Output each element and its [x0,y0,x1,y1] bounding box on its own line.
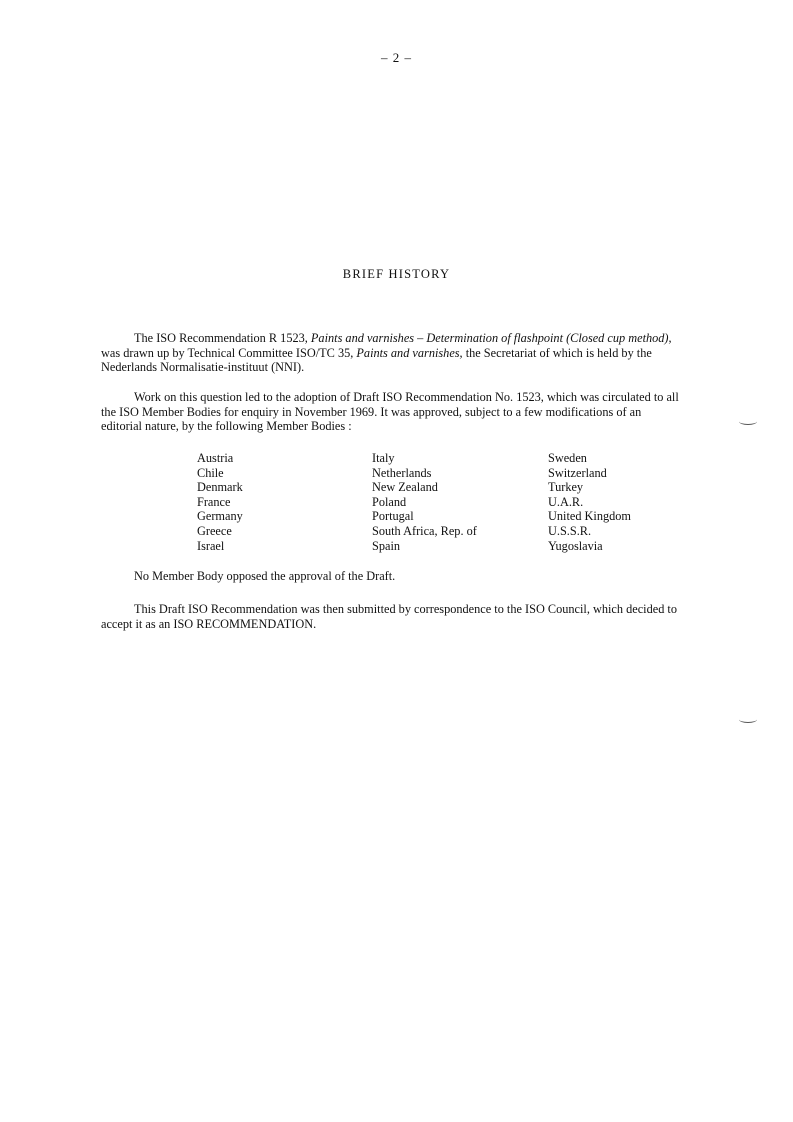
member-body: United Kingdom [548,509,631,524]
p1-text-1: The ISO Recommendation R 1523, [134,331,311,345]
history-paragraph-2 [101,390,681,434]
page-number: – 2 – [381,50,412,65]
member-body: Sweden [548,451,587,465]
member-body: U.A.R. [548,494,584,509]
p2-text: Work on this question led to the adoption of Draft ISO Recommendation No. 1523, which was circulated to all the ISO Member Bodies for enquiry in November 1969. It was approved, subject to a few modifications of an editorial nature, by the following Member Bodies : [101,390,679,434]
p1-committee-italic: Paints and varnishes, [356,345,463,360]
member-body: Spain [372,538,401,553]
member-body: Poland [372,494,407,509]
scan-margin-mark [739,716,757,723]
p3-text: No Member Body opposed the approval of the Draft. [134,569,396,583]
member-body: South Africa, Rep. of [372,523,477,538]
member-column-1 [197,451,243,553]
member-body: Greece [197,523,232,538]
member-body: Netherlands [372,465,432,480]
section-heading: BRIEF HISTORY [342,267,451,281]
history-paragraph-1 [101,331,681,375]
member-body: Germany [197,509,243,524]
member-body: Switzerland [548,465,607,480]
member-body: Denmark [197,480,243,495]
p1-text-3: the Secretariat of which is held by the Nederlands Normalisatie-instituut (NNI). [101,345,652,375]
member-body: France [197,494,231,509]
member-body: Portugal [372,509,414,524]
member-body: Turkey [548,480,584,495]
p4-text: This Draft ISO Recommendation was then submitted by correspondence to the ISO Council, which decided to accept it as an ISO RECOMMENDATION. [101,602,677,631]
member-body: Austria [197,451,234,465]
history-paragraph-4 [101,602,681,631]
member-body: Chile [197,465,224,480]
p1-text-2: was drawn up by Technical Committee ISO/TC 35, [101,345,357,360]
member-body: New Zealand [372,480,438,495]
member-column-2 [372,451,477,553]
member-column-3 [548,451,631,553]
p1-title-italic: Paints and varnishes – Determination of flashpoint (Closed cup method), [310,331,672,345]
member-body: Italy [372,451,395,465]
member-body: Yugoslavia [548,538,603,553]
member-body: Israel [197,538,225,553]
member-body: U.S.S.R. [548,523,592,538]
history-paragraph-3 [101,569,681,584]
scan-margin-mark [739,418,757,425]
